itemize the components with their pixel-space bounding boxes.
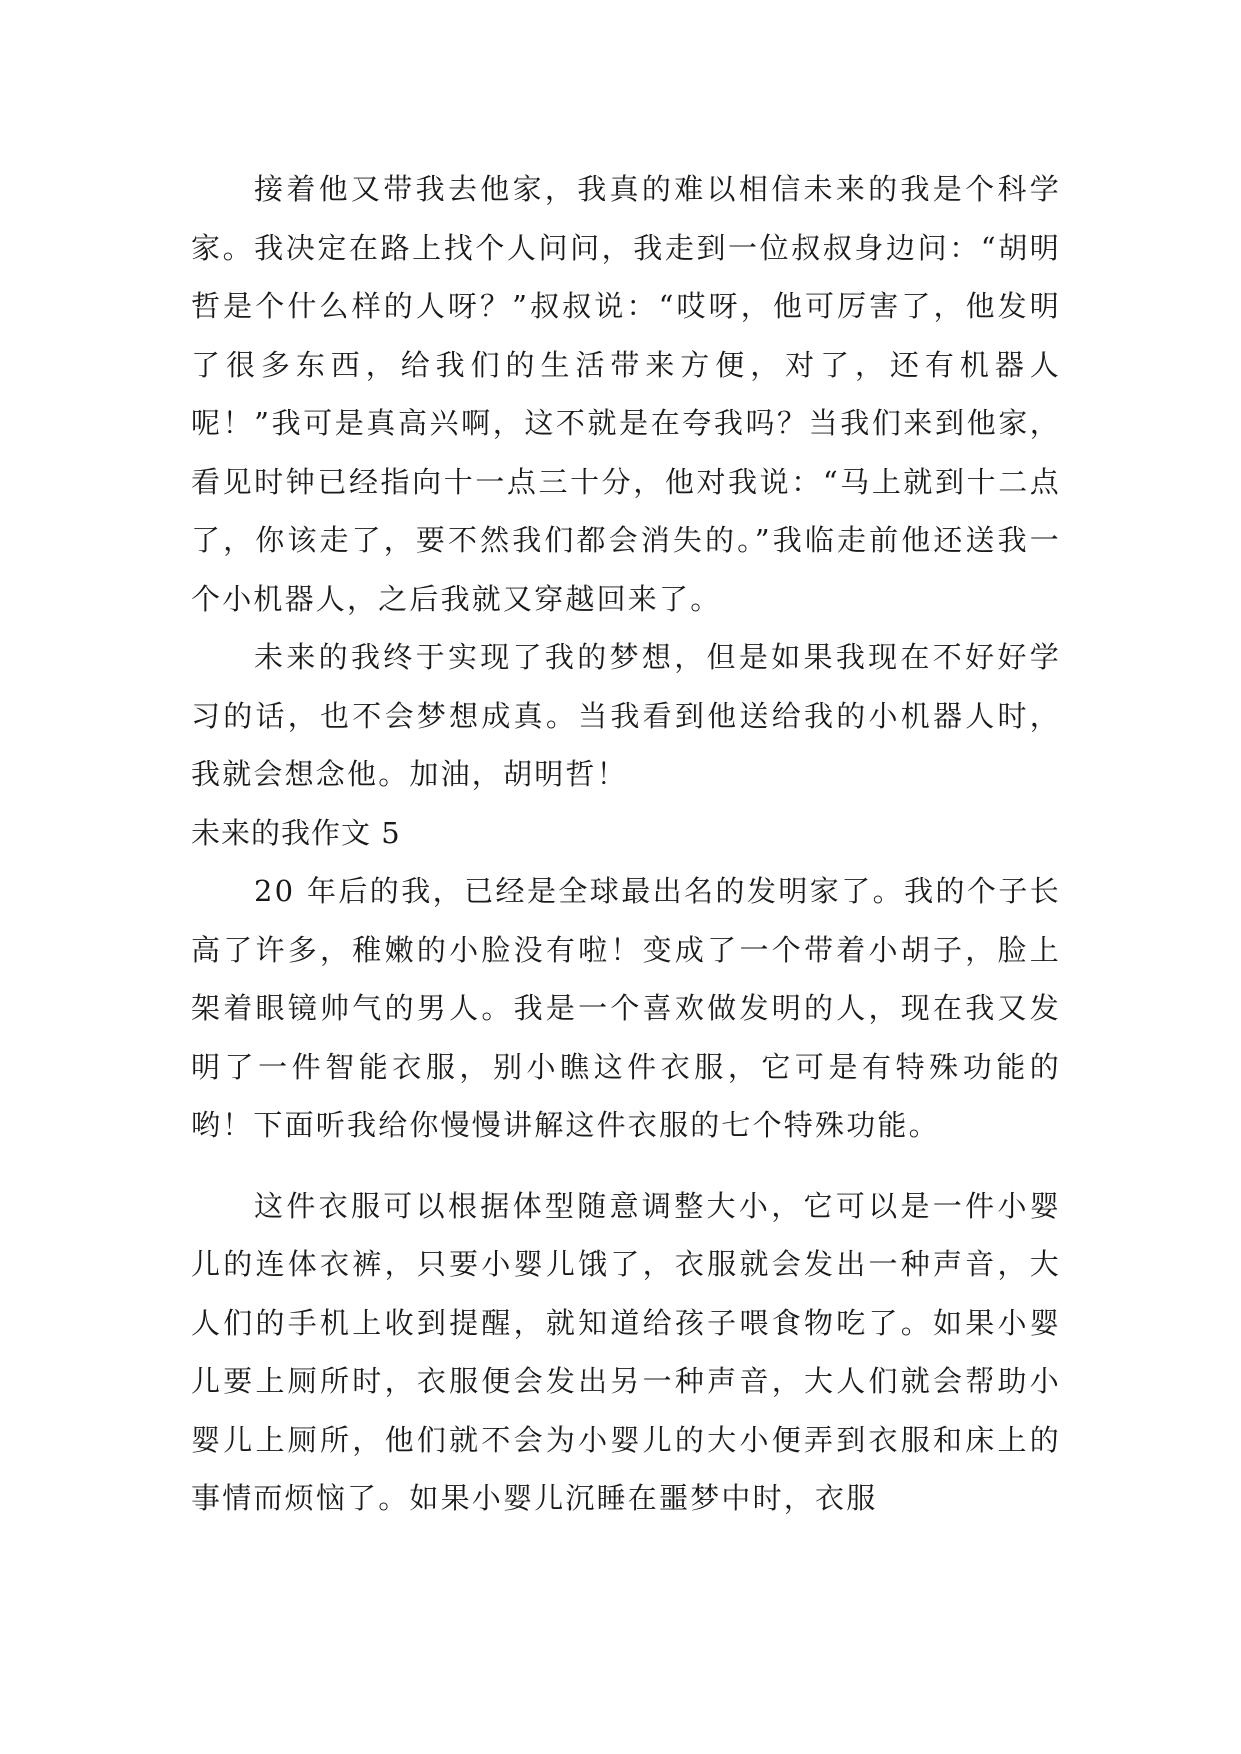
paragraph-2: 未来的我终于实现了我的梦想，但是如果我现在不好好学习的话，也不会梦想成真。当我看到他送给我的小机器人时，我就会想念他。加油，胡明哲！: [191, 640, 1061, 791]
section-heading: 未来的我作文 5: [191, 815, 401, 850]
paragraph-3: 20 年后的我，已经是全球最出名的发明家了。我的个子长高了许多，稚嫩的小脸没有啦！变成了一个带着小胡子，脸上架着眼镜帅气的男人。我是一个喜欢做发明的人，现在我又发明了一件智能衣服，别小瞧这件衣服，它可是有特殊功能的哟！下面听我给你慢慢讲解这件衣服的七个特殊功能。: [191, 874, 1061, 1142]
document-body: [191, 160, 1061, 1528]
paragraph-1: 接着他又带我去他家，我真的难以相信未来的我是个科学家。我决定在路上找个人问问，我走到一位叔叔身边问：“胡明哲是个什么样的人呀？”叔叔说：“哎呀，他可厉害了，他发明了很多东西，给我们的生活带来方便，对了，还有机器人呢！”我可是真高兴啊，这不就是在夸我吗？当我们来到他家，看见时钟已经指向十一点三十分，他对我说：“马上就到十二点了，你该走了，要不然我们都会消失的。”我临走前他还送我一个小机器人，之后我就又穿越回来了。: [191, 172, 1061, 616]
paragraph-spacer: [191, 1155, 1061, 1177]
paragraph-4: 这件衣服可以根据体型随意调整大小，它可以是一件小婴儿的连体衣裤，只要小婴儿饿了，衣服就会发出一种声音，大人们的手机上收到提醒，就知道给孩子喂食物吃了。如果小婴儿要上厕所时，衣服便会发出另一种声音，大人们就会帮助小婴儿上厕所，他们就不会为小婴儿的大小便弄到衣服和床上的事情而烦恼了。如果小婴儿沉睡在噩梦中时，衣服: [191, 1188, 1061, 1515]
